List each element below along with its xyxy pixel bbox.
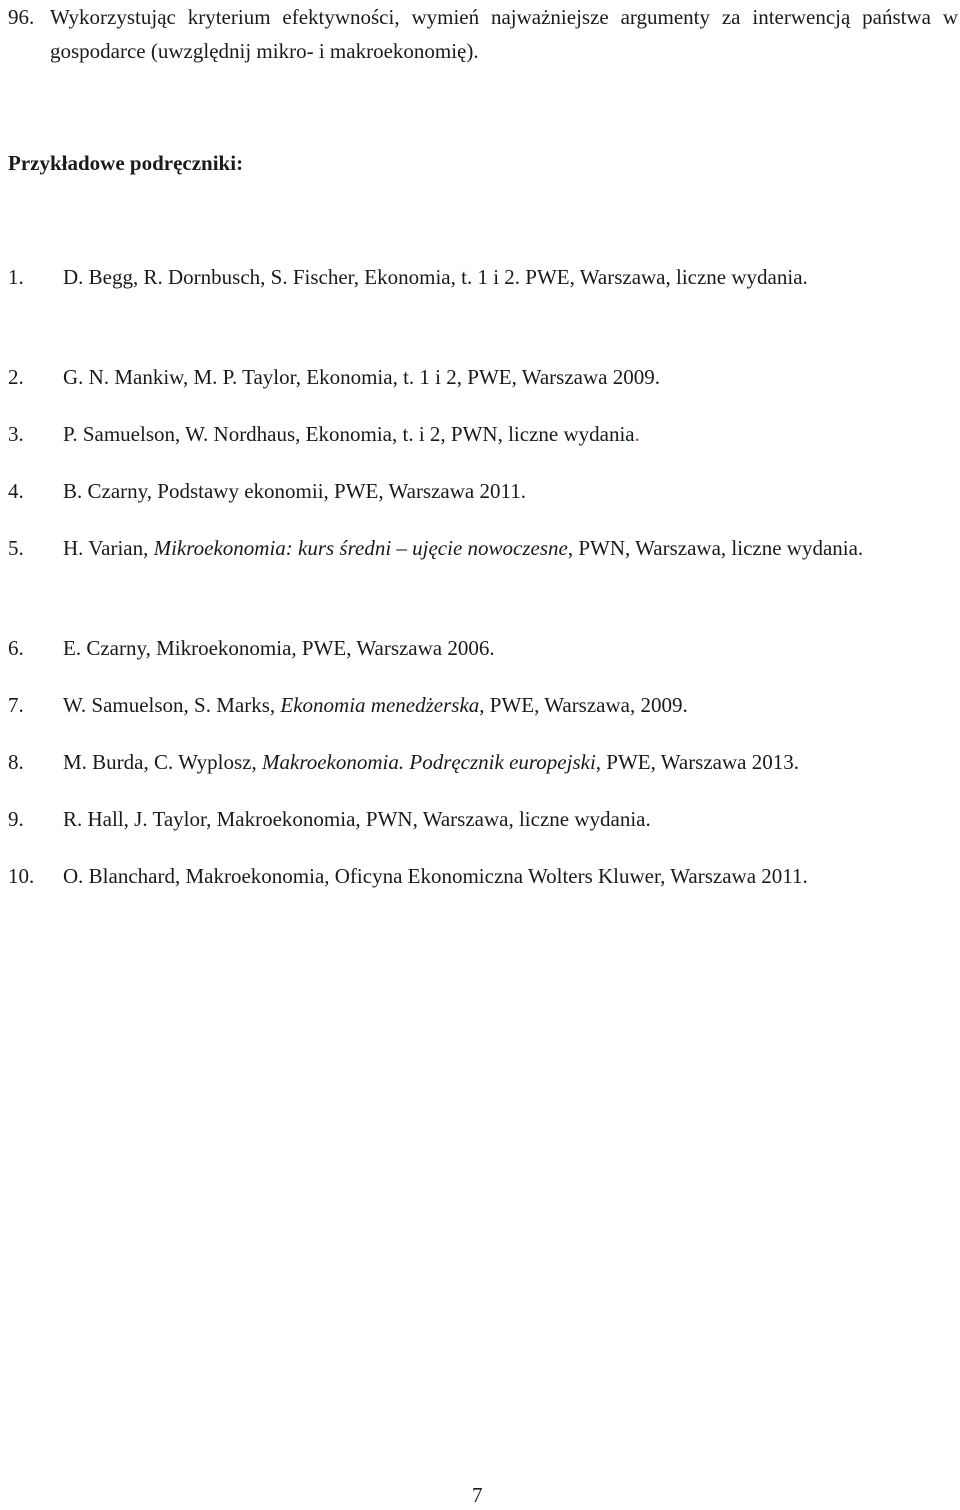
reference-publisher: , PWN, Warszawa, liczne wydania. xyxy=(567,536,864,560)
reference-item xyxy=(8,684,958,726)
reference-item xyxy=(8,356,958,398)
reference-item xyxy=(8,527,958,569)
reference-item xyxy=(8,741,958,783)
reference-number: 1. xyxy=(8,265,24,289)
reference-author: W. Samuelson, S. Marks, xyxy=(63,693,281,717)
reference-item xyxy=(8,470,958,512)
reference-number: 2. xyxy=(8,365,24,389)
reference-item xyxy=(8,855,958,897)
reference-text: R. Hall, J. Taylor, Makroekonomia, PWN, Warszawa, liczne wydania. xyxy=(63,807,651,831)
reference-author: M. Burda, C. Wyplosz, xyxy=(63,750,263,774)
question-number: 96. xyxy=(8,5,35,29)
reference-text xyxy=(8,527,958,569)
reference-item xyxy=(8,798,958,840)
reference-text xyxy=(8,684,958,726)
reference-title: Ekonomia menedżerska xyxy=(280,693,480,717)
section-heading: Przykładowe podręczniki: xyxy=(8,151,244,175)
reference-number: 8. xyxy=(8,750,24,774)
reference-publisher: , PWE, Warszawa, 2009. xyxy=(479,693,688,717)
reference-number: 9. xyxy=(8,807,24,831)
reference-text-dot: . xyxy=(634,422,640,446)
reference-text: G. N. Mankiw, M. P. Taylor, Ekonomia, t. 1 i 2, PWE, Warszawa 2009. xyxy=(63,365,660,389)
reference-number: 3. xyxy=(8,422,24,446)
reference-text: O. Blanchard, Makroekonomia, Oficyna Ekonomiczna Wolters Kluwer, Warszawa 2011. xyxy=(63,864,808,888)
reference-item xyxy=(8,413,958,455)
reference-number: 6. xyxy=(8,636,24,660)
page-number: 7 xyxy=(472,1483,483,1507)
reference-item xyxy=(8,256,958,298)
reference-item xyxy=(8,627,958,669)
reference-text-main: P. Samuelson, W. Nordhaus, Ekonomia, t. i 2, PWN, liczne wydania xyxy=(63,422,635,446)
reference-text: E. Czarny, Mikroekonomia, PWE, Warszawa 2006. xyxy=(63,636,495,660)
reference-publisher: , PWE, Warszawa 2013. xyxy=(595,750,799,774)
reference-text xyxy=(8,413,958,455)
reference-text: D. Begg, R. Dornbusch, S. Fischer, Ekonomia, t. 1 i 2. PWE, Warszawa, liczne wydania. xyxy=(63,265,808,289)
reference-number: 5. xyxy=(8,536,24,560)
reference-title: Makroekonomia. Podręcznik europejski xyxy=(262,750,596,774)
reference-title: Mikroekonomia: kurs średni – ujęcie nowoczesne xyxy=(153,536,568,560)
reference-number: 10. xyxy=(8,864,35,888)
question-text: Wykorzystując kryterium efektywności, wymień najważniejsze argumenty za interwencją państwa w gospodarce (uwzględnij mikro- i makroekonomię). xyxy=(50,5,958,63)
reference-number: 7. xyxy=(8,693,24,717)
reference-text: B. Czarny, Podstawy ekonomii, PWE, Warszawa 2011. xyxy=(63,479,526,503)
reference-author: H. Varian, xyxy=(63,536,154,560)
reference-number: 4. xyxy=(8,479,24,503)
question-item xyxy=(8,0,958,68)
reference-text xyxy=(8,741,958,783)
